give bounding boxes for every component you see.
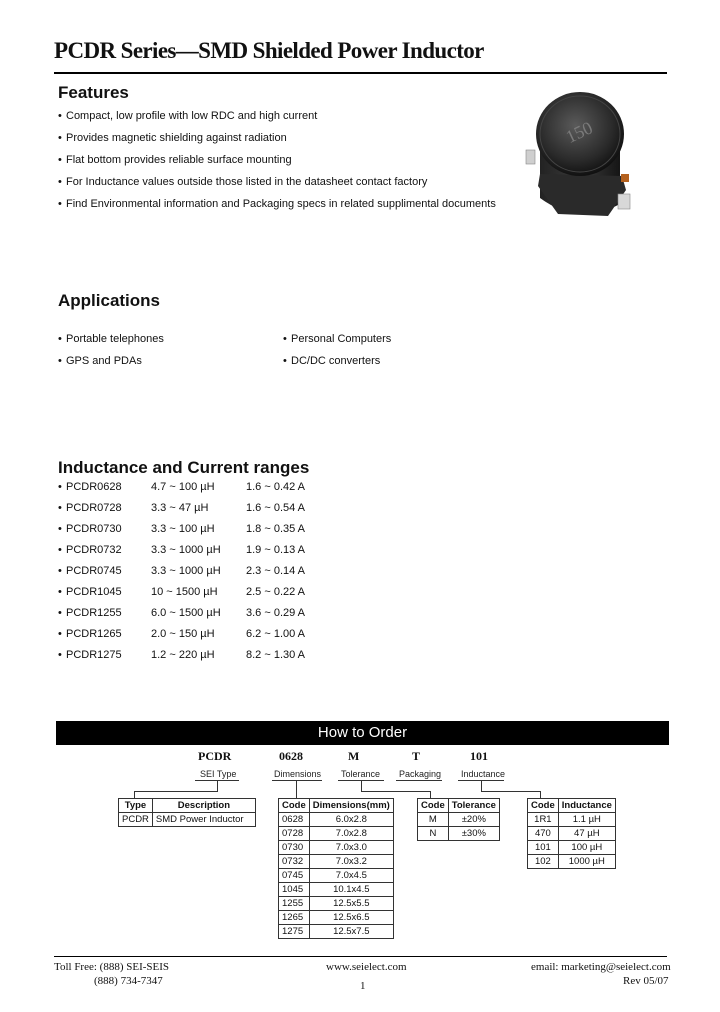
inductance-table [527, 798, 616, 869]
connector-line [481, 791, 541, 792]
table-row: 102 1000 µH [528, 855, 616, 869]
page-title: PCDR Series—SMD Shielded Power Inductor [54, 38, 484, 63]
connector-line [296, 780, 297, 798]
applications-heading: Applications [58, 291, 161, 310]
table-row: N ±30% [418, 827, 500, 841]
list-item: • GPS and PDAs [58, 355, 142, 367]
table-row: M ±20% [418, 813, 500, 827]
table-header: Type Description [119, 799, 256, 813]
footer-tollfree: Toll Free: (888) SEI-SEIS [54, 961, 170, 973]
table-row: 1R1 1.1 µH [528, 813, 616, 827]
title-divider [54, 72, 667, 74]
connector-line [134, 791, 218, 792]
list-item: • Find Environmental information and Packaging specs in related supplimental documents [58, 198, 496, 210]
table-header: Code Dimensions(mm) [279, 799, 394, 813]
label-tolerance: Tolerance [341, 769, 381, 779]
list-item: • Personal Computers [283, 333, 392, 345]
inductor-marking: 150 [562, 117, 596, 147]
table-row: PCDR SMD Power Inductor [119, 813, 256, 827]
table-row: 1265 12.5x6.5 [279, 911, 394, 925]
table-row: 0732 7.0x3.2 [279, 855, 394, 869]
table-row: 0730 7.0x3.0 [279, 841, 394, 855]
tolerance-table [417, 798, 500, 841]
connector-line [361, 791, 431, 792]
code-sei-type: PCDR [198, 749, 232, 763]
table-header: Code Inductance [528, 799, 616, 813]
inductor-product-image [518, 86, 648, 231]
features-heading: Features [58, 83, 129, 102]
list-item: • DC/DC converters [283, 355, 381, 367]
footer-email[interactable]: email: marketing@seielect.com [531, 961, 671, 973]
page-number: 1 [360, 980, 366, 992]
connector-line [540, 791, 541, 798]
list-item: • For Inductance values outside those listed in the datasheet contact factory [58, 176, 428, 188]
underline [396, 780, 442, 781]
table-row: 0628 6.0x2.8 [279, 813, 394, 827]
label-packaging: Packaging [399, 769, 442, 779]
table-row: 0745 7.0x4.5 [279, 869, 394, 883]
applications-list-left [58, 333, 164, 377]
footer-divider [54, 956, 667, 957]
connector-line [134, 791, 135, 798]
table-row: 1045 10.1x4.5 [279, 883, 394, 897]
list-item: • Flat bottom provides reliable surface mounting [58, 154, 292, 166]
table-row: 0728 7.0x2.8 [279, 827, 394, 841]
dimensions-table [278, 798, 394, 939]
list-item: • Compact, low profile with low RDC and high current [58, 110, 318, 122]
applications-list-right [283, 333, 391, 377]
list-item: • Provides magnetic shielding against radiation [58, 132, 287, 144]
footer-website[interactable]: www.seielect.com [326, 961, 407, 973]
code-dimensions: 0628 [279, 749, 303, 763]
table-header: Code Tolerance [418, 799, 500, 813]
table-row: 101 100 µH [528, 841, 616, 855]
ranges-heading: Inductance and Current ranges [58, 458, 310, 477]
label-inductance: Inductance [461, 769, 506, 779]
how-to-order-banner: How to Order [56, 721, 669, 745]
list-item: • Portable telephones [58, 333, 164, 345]
footer-phone: (888) 734-7347 [94, 975, 163, 987]
type-table [118, 798, 256, 827]
label-sei-type: SEI Type [200, 769, 237, 779]
table-row: 1255 12.5x5.5 [279, 897, 394, 911]
label-dimensions: Dimensions [274, 769, 322, 779]
table-row: 1275 12.5x7.5 [279, 925, 394, 939]
connector-line [430, 791, 431, 798]
code-tolerance: M [348, 749, 360, 763]
table-row: 470 47 µH [528, 827, 616, 841]
footer-revision: Rev 05/07 [623, 975, 669, 987]
code-inductance: 101 [470, 749, 488, 763]
features-list [58, 110, 496, 220]
code-packaging: T [412, 749, 421, 763]
underline [272, 780, 322, 781]
